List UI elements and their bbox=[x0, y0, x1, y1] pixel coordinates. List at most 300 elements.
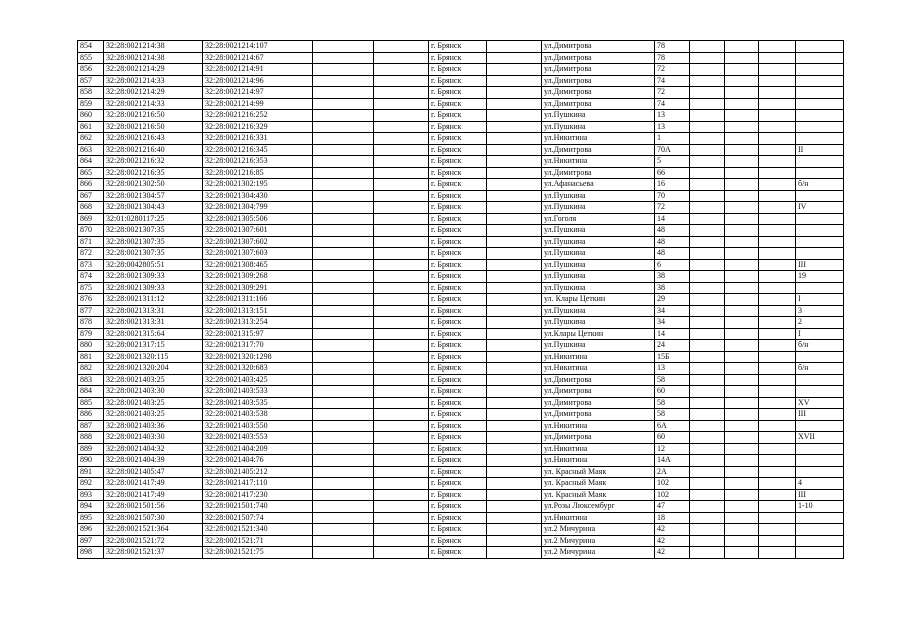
empty-cell bbox=[487, 397, 542, 409]
empty-cell bbox=[374, 501, 429, 513]
empty-cell bbox=[725, 41, 759, 53]
city-cell: г. Брянск bbox=[429, 512, 487, 524]
empty-cell bbox=[690, 167, 725, 179]
empty-cell bbox=[690, 294, 725, 306]
city-cell: г. Брянск bbox=[429, 328, 487, 340]
empty-cell bbox=[759, 489, 796, 501]
empty-cell bbox=[759, 455, 796, 467]
cadastral-number-object: 32:28:0021403:425 bbox=[203, 374, 313, 386]
empty-cell bbox=[690, 512, 725, 524]
empty-cell bbox=[374, 317, 429, 329]
empty-cell bbox=[690, 236, 725, 248]
table-row bbox=[78, 340, 844, 352]
house-number-cell: 34 bbox=[655, 305, 690, 317]
table-row bbox=[78, 374, 844, 386]
row-number: 872 bbox=[78, 248, 104, 260]
cadastral-number-object: 32:28:0021501:740 bbox=[203, 501, 313, 513]
premises-cell: IV bbox=[796, 202, 844, 214]
city-cell: г. Брянск bbox=[429, 52, 487, 64]
empty-cell bbox=[313, 489, 374, 501]
row-number: 871 bbox=[78, 236, 104, 248]
empty-cell bbox=[690, 535, 725, 547]
premises-cell: б/н bbox=[796, 363, 844, 375]
empty-cell bbox=[313, 52, 374, 64]
empty-cell bbox=[487, 547, 542, 559]
empty-cell bbox=[725, 386, 759, 398]
house-number-cell: 60 bbox=[655, 432, 690, 444]
premises-cell bbox=[796, 455, 844, 467]
empty-cell bbox=[690, 52, 725, 64]
empty-cell bbox=[759, 386, 796, 398]
cadastral-number-parcel: 32:28:0021320:204 bbox=[104, 363, 203, 375]
empty-cell bbox=[487, 420, 542, 432]
row-number: 883 bbox=[78, 374, 104, 386]
cadastral-number-object: 32:28:0021214:67 bbox=[203, 52, 313, 64]
empty-cell bbox=[759, 98, 796, 110]
street-cell: ул.Пушкина bbox=[542, 236, 655, 248]
street-cell: ул.Димитрова bbox=[542, 432, 655, 444]
empty-cell bbox=[313, 236, 374, 248]
street-cell: ул.Димитрова bbox=[542, 75, 655, 87]
city-cell: г. Брянск bbox=[429, 98, 487, 110]
premises-cell bbox=[796, 248, 844, 260]
empty-cell bbox=[690, 432, 725, 444]
empty-cell bbox=[759, 535, 796, 547]
city-cell: г. Брянск bbox=[429, 489, 487, 501]
city-cell: г. Брянск bbox=[429, 133, 487, 145]
empty-cell bbox=[690, 328, 725, 340]
premises-cell bbox=[796, 420, 844, 432]
cadastral-number-parcel: 32:28:0021214:29 bbox=[104, 64, 203, 76]
empty-cell bbox=[487, 340, 542, 352]
empty-cell bbox=[374, 236, 429, 248]
city-cell: г. Брянск bbox=[429, 64, 487, 76]
empty-cell bbox=[313, 420, 374, 432]
house-number-cell: 14А bbox=[655, 455, 690, 467]
house-number-cell: 58 bbox=[655, 397, 690, 409]
house-number-cell: 102 bbox=[655, 489, 690, 501]
city-cell: г. Брянск bbox=[429, 144, 487, 156]
city-cell: г. Брянск bbox=[429, 225, 487, 237]
empty-cell bbox=[725, 98, 759, 110]
street-cell: ул.Никитина bbox=[542, 133, 655, 145]
table-row bbox=[78, 478, 844, 490]
premises-cell: б/н bbox=[796, 340, 844, 352]
house-number-cell: 2А bbox=[655, 466, 690, 478]
house-number-cell: 72 bbox=[655, 87, 690, 99]
empty-cell bbox=[690, 225, 725, 237]
cadastral-number-object: 32:28:0021317:70 bbox=[203, 340, 313, 352]
premises-cell bbox=[796, 547, 844, 559]
premises-cell bbox=[796, 52, 844, 64]
empty-cell bbox=[374, 455, 429, 467]
empty-cell bbox=[759, 374, 796, 386]
city-cell: г. Брянск bbox=[429, 87, 487, 99]
empty-cell bbox=[374, 547, 429, 559]
premises-cell bbox=[796, 374, 844, 386]
city-cell: г. Брянск bbox=[429, 271, 487, 283]
empty-cell bbox=[725, 213, 759, 225]
empty-cell bbox=[759, 190, 796, 202]
empty-cell bbox=[313, 397, 374, 409]
table-row bbox=[78, 41, 844, 53]
empty-cell bbox=[487, 317, 542, 329]
empty-cell bbox=[487, 432, 542, 444]
premises-cell bbox=[796, 236, 844, 248]
empty-cell bbox=[725, 110, 759, 122]
premises-cell: 3 bbox=[796, 305, 844, 317]
city-cell: г. Брянск bbox=[429, 248, 487, 260]
empty-cell bbox=[759, 213, 796, 225]
empty-cell bbox=[487, 87, 542, 99]
cadastral-number-object: 32:28:0021216:331 bbox=[203, 133, 313, 145]
empty-cell bbox=[759, 144, 796, 156]
house-number-cell: 13 bbox=[655, 363, 690, 375]
row-number: 887 bbox=[78, 420, 104, 432]
cadastral-number-parcel: 32:28:0021521:364 bbox=[104, 524, 203, 536]
premises-cell bbox=[796, 512, 844, 524]
empty-cell bbox=[313, 144, 374, 156]
street-cell: ул.Никитина bbox=[542, 156, 655, 168]
house-number-cell: 58 bbox=[655, 409, 690, 421]
table-row bbox=[78, 87, 844, 99]
cadastral-number-object: 32:28:0021216:345 bbox=[203, 144, 313, 156]
empty-cell bbox=[759, 294, 796, 306]
street-cell: ул.Пушкина bbox=[542, 202, 655, 214]
row-number: 889 bbox=[78, 443, 104, 455]
house-number-cell: 66 bbox=[655, 167, 690, 179]
city-cell: г. Брянск bbox=[429, 466, 487, 478]
premises-cell bbox=[796, 443, 844, 455]
empty-cell bbox=[487, 167, 542, 179]
street-cell: ул.Димитрова bbox=[542, 64, 655, 76]
city-cell: г. Брянск bbox=[429, 294, 487, 306]
city-cell: г. Брянск bbox=[429, 167, 487, 179]
city-cell: г. Брянск bbox=[429, 305, 487, 317]
empty-cell bbox=[487, 328, 542, 340]
cadastral-number-object: 32:28:0021404:76 bbox=[203, 455, 313, 467]
cadastral-number-parcel: 32:28:0021403:30 bbox=[104, 386, 203, 398]
empty-cell bbox=[725, 512, 759, 524]
empty-cell bbox=[690, 156, 725, 168]
empty-cell bbox=[374, 190, 429, 202]
city-cell: г. Брянск bbox=[429, 41, 487, 53]
empty-cell bbox=[725, 121, 759, 133]
empty-cell bbox=[313, 282, 374, 294]
row-number: 891 bbox=[78, 466, 104, 478]
empty-cell bbox=[690, 397, 725, 409]
table-row bbox=[78, 455, 844, 467]
table-row bbox=[78, 317, 844, 329]
empty-cell bbox=[374, 110, 429, 122]
empty-cell bbox=[313, 259, 374, 271]
street-cell: ул. Красный Маяк bbox=[542, 489, 655, 501]
empty-cell bbox=[759, 225, 796, 237]
empty-cell bbox=[313, 512, 374, 524]
house-number-cell: 13 bbox=[655, 110, 690, 122]
house-number-cell: 78 bbox=[655, 41, 690, 53]
street-cell: ул.Пушкина bbox=[542, 271, 655, 283]
premises-cell: 1-10 bbox=[796, 501, 844, 513]
city-cell: г. Брянск bbox=[429, 363, 487, 375]
cadastral-number-parcel: 32:28:0021304:57 bbox=[104, 190, 203, 202]
empty-cell bbox=[487, 64, 542, 76]
cadastral-number-object: 32:28:0021403:550 bbox=[203, 420, 313, 432]
table-row bbox=[78, 420, 844, 432]
empty-cell bbox=[487, 478, 542, 490]
table-row bbox=[78, 179, 844, 191]
empty-cell bbox=[374, 305, 429, 317]
empty-cell bbox=[690, 443, 725, 455]
table-row bbox=[78, 98, 844, 110]
street-cell: ул.Пушкина bbox=[542, 110, 655, 122]
cadastral-number-parcel: 32:28:0021214:33 bbox=[104, 98, 203, 110]
city-cell: г. Брянск bbox=[429, 259, 487, 271]
empty-cell bbox=[374, 225, 429, 237]
empty-cell bbox=[374, 75, 429, 87]
empty-cell bbox=[759, 110, 796, 122]
table-row bbox=[78, 466, 844, 478]
street-cell: ул.Розы Люксембург bbox=[542, 501, 655, 513]
empty-cell bbox=[725, 455, 759, 467]
empty-cell bbox=[690, 374, 725, 386]
table-row bbox=[78, 282, 844, 294]
empty-cell bbox=[313, 179, 374, 191]
empty-cell bbox=[759, 512, 796, 524]
premises-cell bbox=[796, 167, 844, 179]
empty-cell bbox=[759, 340, 796, 352]
cadastral-number-parcel: 32:28:0021403:30 bbox=[104, 432, 203, 444]
empty-cell bbox=[313, 340, 374, 352]
table-row bbox=[78, 236, 844, 248]
empty-cell bbox=[487, 409, 542, 421]
empty-cell bbox=[759, 478, 796, 490]
empty-cell bbox=[690, 98, 725, 110]
street-cell: ул. Красный Маяк bbox=[542, 478, 655, 490]
empty-cell bbox=[725, 340, 759, 352]
empty-cell bbox=[487, 179, 542, 191]
street-cell: ул.Димитрова bbox=[542, 144, 655, 156]
city-cell: г. Брянск bbox=[429, 190, 487, 202]
house-number-cell: 72 bbox=[655, 202, 690, 214]
premises-cell: 19 bbox=[796, 271, 844, 283]
row-number: 896 bbox=[78, 524, 104, 536]
empty-cell bbox=[313, 386, 374, 398]
premises-cell bbox=[796, 156, 844, 168]
city-cell: г. Брянск bbox=[429, 535, 487, 547]
premises-cell: XV bbox=[796, 397, 844, 409]
row-number: 869 bbox=[78, 213, 104, 225]
empty-cell bbox=[690, 363, 725, 375]
empty-cell bbox=[374, 64, 429, 76]
cadastral-number-object: 32:28:0021315:97 bbox=[203, 328, 313, 340]
empty-cell bbox=[725, 133, 759, 145]
empty-cell bbox=[313, 167, 374, 179]
cadastral-number-parcel: 32:28:0021313:31 bbox=[104, 317, 203, 329]
empty-cell bbox=[374, 167, 429, 179]
row-number: 854 bbox=[78, 41, 104, 53]
premises-cell bbox=[796, 535, 844, 547]
premises-cell: I bbox=[796, 294, 844, 306]
empty-cell bbox=[725, 271, 759, 283]
cadastral-number-parcel: 32:28:0021216:32 bbox=[104, 156, 203, 168]
premises-cell bbox=[796, 351, 844, 363]
house-number-cell: 24 bbox=[655, 340, 690, 352]
city-cell: г. Брянск bbox=[429, 386, 487, 398]
table-row bbox=[78, 547, 844, 559]
house-number-cell: 1 bbox=[655, 133, 690, 145]
empty-cell bbox=[313, 87, 374, 99]
cadastral-number-parcel: 32:28:0021404:32 bbox=[104, 443, 203, 455]
empty-cell bbox=[690, 110, 725, 122]
empty-cell bbox=[487, 75, 542, 87]
table-row bbox=[78, 386, 844, 398]
row-number: 856 bbox=[78, 64, 104, 76]
cadastral-number-object: 32:28:0021216:252 bbox=[203, 110, 313, 122]
row-number: 879 bbox=[78, 328, 104, 340]
empty-cell bbox=[725, 75, 759, 87]
cadastral-number-parcel: 32:28:0021216:43 bbox=[104, 133, 203, 145]
table-row bbox=[78, 443, 844, 455]
empty-cell bbox=[487, 144, 542, 156]
cadastral-number-object: 32:28:0021304:430 bbox=[203, 190, 313, 202]
empty-cell bbox=[487, 213, 542, 225]
street-cell: ул.Пушкина bbox=[542, 317, 655, 329]
house-number-cell: 38 bbox=[655, 271, 690, 283]
house-number-cell: 58 bbox=[655, 374, 690, 386]
cadastral-number-object: 32:28:0021214:99 bbox=[203, 98, 313, 110]
street-cell: ул.Димитрова bbox=[542, 409, 655, 421]
empty-cell bbox=[759, 271, 796, 283]
cadastral-number-parcel: 32:28:0021216:50 bbox=[104, 110, 203, 122]
empty-cell bbox=[690, 213, 725, 225]
table-row bbox=[78, 535, 844, 547]
empty-cell bbox=[759, 351, 796, 363]
empty-cell bbox=[690, 340, 725, 352]
empty-cell bbox=[374, 374, 429, 386]
empty-cell bbox=[374, 202, 429, 214]
empty-cell bbox=[374, 328, 429, 340]
city-cell: г. Брянск bbox=[429, 213, 487, 225]
empty-cell bbox=[690, 41, 725, 53]
empty-cell bbox=[725, 547, 759, 559]
empty-cell bbox=[374, 133, 429, 145]
city-cell: г. Брянск bbox=[429, 432, 487, 444]
premises-cell bbox=[796, 386, 844, 398]
cadastral-number-object: 32:28:0021507:74 bbox=[203, 512, 313, 524]
empty-cell bbox=[725, 144, 759, 156]
house-number-cell: 72 bbox=[655, 64, 690, 76]
premises-cell: 4 bbox=[796, 478, 844, 490]
empty-cell bbox=[725, 443, 759, 455]
row-number: 855 bbox=[78, 52, 104, 64]
empty-cell bbox=[374, 420, 429, 432]
city-cell: г. Брянск bbox=[429, 443, 487, 455]
row-number: 893 bbox=[78, 489, 104, 501]
street-cell: ул. Красный Маяк bbox=[542, 466, 655, 478]
empty-cell bbox=[690, 501, 725, 513]
cadastral-number-parcel: 32:28:0021216:40 bbox=[104, 144, 203, 156]
empty-cell bbox=[487, 351, 542, 363]
empty-cell bbox=[374, 363, 429, 375]
empty-cell bbox=[487, 282, 542, 294]
street-cell: ул.Клары Цеткин bbox=[542, 328, 655, 340]
premises-cell bbox=[796, 121, 844, 133]
premises-cell bbox=[796, 75, 844, 87]
street-cell: ул.Димитрова bbox=[542, 98, 655, 110]
empty-cell bbox=[374, 179, 429, 191]
empty-cell bbox=[487, 374, 542, 386]
empty-cell bbox=[690, 386, 725, 398]
house-number-cell: 48 bbox=[655, 248, 690, 260]
street-cell: ул.Никитина bbox=[542, 512, 655, 524]
empty-cell bbox=[725, 64, 759, 76]
row-number: 895 bbox=[78, 512, 104, 524]
premises-cell: I bbox=[796, 328, 844, 340]
table-row bbox=[78, 328, 844, 340]
empty-cell bbox=[759, 167, 796, 179]
empty-cell bbox=[759, 52, 796, 64]
cadastral-number-parcel: 32:28:0021214:29 bbox=[104, 87, 203, 99]
empty-cell bbox=[487, 121, 542, 133]
city-cell: г. Брянск bbox=[429, 156, 487, 168]
empty-cell bbox=[487, 225, 542, 237]
table-row bbox=[78, 397, 844, 409]
street-cell: ул.Никитина bbox=[542, 351, 655, 363]
row-number: 886 bbox=[78, 409, 104, 421]
table-row bbox=[78, 144, 844, 156]
row-number: 877 bbox=[78, 305, 104, 317]
empty-cell bbox=[313, 156, 374, 168]
empty-cell bbox=[759, 236, 796, 248]
empty-cell bbox=[487, 501, 542, 513]
house-number-cell: 6 bbox=[655, 259, 690, 271]
premises-cell: 2 bbox=[796, 317, 844, 329]
city-cell: г. Брянск bbox=[429, 179, 487, 191]
cadastral-number-parcel: 32:28:0021216:50 bbox=[104, 121, 203, 133]
empty-cell bbox=[487, 535, 542, 547]
empty-cell bbox=[759, 432, 796, 444]
empty-cell bbox=[725, 478, 759, 490]
empty-cell bbox=[759, 75, 796, 87]
table-row bbox=[78, 75, 844, 87]
empty-cell bbox=[725, 328, 759, 340]
house-number-cell: 48 bbox=[655, 225, 690, 237]
empty-cell bbox=[725, 351, 759, 363]
empty-cell bbox=[725, 167, 759, 179]
street-cell: ул.Гоголя bbox=[542, 213, 655, 225]
cadastral-number-parcel: 32:28:0021404:39 bbox=[104, 455, 203, 467]
street-cell: ул.Димитрова bbox=[542, 87, 655, 99]
city-cell: г. Брянск bbox=[429, 340, 487, 352]
cadastral-number-object: 32:28:0021307:603 bbox=[203, 248, 313, 260]
cadastral-number-object: 32:28:0021309:268 bbox=[203, 271, 313, 283]
house-number-cell: 60 bbox=[655, 386, 690, 398]
empty-cell bbox=[487, 271, 542, 283]
empty-cell bbox=[690, 190, 725, 202]
cadastral-number-parcel: 32:28:0021313:31 bbox=[104, 305, 203, 317]
cadastral-number-parcel: 32:28:0021302:50 bbox=[104, 179, 203, 191]
cadastral-number-parcel: 32:28:0021304:43 bbox=[104, 202, 203, 214]
empty-cell bbox=[313, 317, 374, 329]
cadastral-number-object: 32:28:0021521:75 bbox=[203, 547, 313, 559]
premises-cell bbox=[796, 225, 844, 237]
table-row bbox=[78, 121, 844, 133]
empty-cell bbox=[374, 144, 429, 156]
empty-cell bbox=[690, 259, 725, 271]
empty-cell bbox=[374, 409, 429, 421]
empty-cell bbox=[759, 121, 796, 133]
